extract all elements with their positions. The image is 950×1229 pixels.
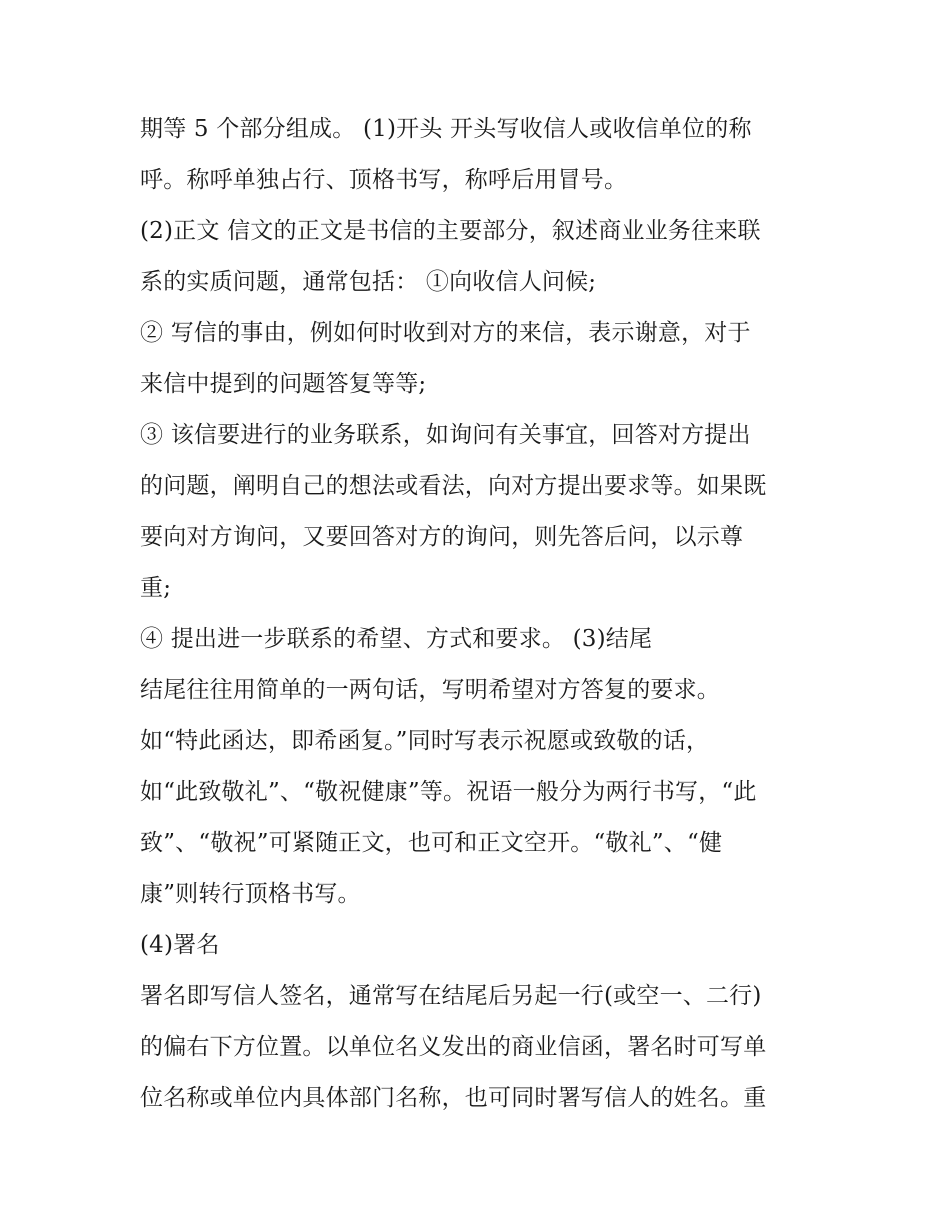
text-line: 康”则转行顶格书写。 xyxy=(140,881,361,907)
text-line: ② 写信的事由，例如何时收到对方的来信，表示谢意，对于 xyxy=(140,320,751,346)
text-line: (2)正文 信文的正文是书信的主要部分，叙述商业业务往来联 xyxy=(140,218,761,244)
section-heading: (4)署名 xyxy=(140,932,220,958)
text-line: 系的实质问题，通常包括： ①向收信人问候; xyxy=(140,269,597,295)
text-line: 结尾往往用简单的一两句话，写明希望对方答复的要求。 xyxy=(140,677,720,703)
text-line: 期等 5 个部分组成。 (1)开头 开头写收信人或收信单位的称 xyxy=(140,116,752,142)
text-line: 署名即写信人签名，通常写在结尾后另起一行(或空一、二行) xyxy=(140,983,762,1009)
text-line: 重; xyxy=(140,575,172,601)
text-line: 要向对方询问，又要回答对方的询问，则先答后问，以示尊 xyxy=(140,524,744,550)
text-line: 致”、“敬祝”可紧随正文，也可和正文空开。“敬礼”、“健 xyxy=(140,830,723,856)
text-line: ④ 提出进一步联系的希望、方式和要求。 (3)结尾 xyxy=(140,626,653,652)
text-line: 如“特此函达，即希函复。”同时写表示祝愿或致敬的话， xyxy=(140,728,710,754)
text-line: 位名称或单位内具体部门名称，也可同时署写信人的姓名。重 xyxy=(140,1085,767,1111)
text-line: 的问题，阐明自己的想法或看法，向对方提出要求等。如果既 xyxy=(140,473,767,499)
text-line: 来信中提到的问题答复等等; xyxy=(140,371,427,397)
text-line: 的偏右下方位置。以单位名义发出的商业信函，署名时可写单 xyxy=(140,1034,767,1060)
text-line: 如“此致敬礼”、“敬祝健康”等。祝语一般分为两行书写，“此 xyxy=(140,779,757,805)
text-line: ③ 该信要进行的业务联系，如询问有关事宜，回答对方提出 xyxy=(140,422,751,448)
text-line: 呼。称呼单独占行、顶格书写，称呼后用冒号。 xyxy=(140,167,628,193)
